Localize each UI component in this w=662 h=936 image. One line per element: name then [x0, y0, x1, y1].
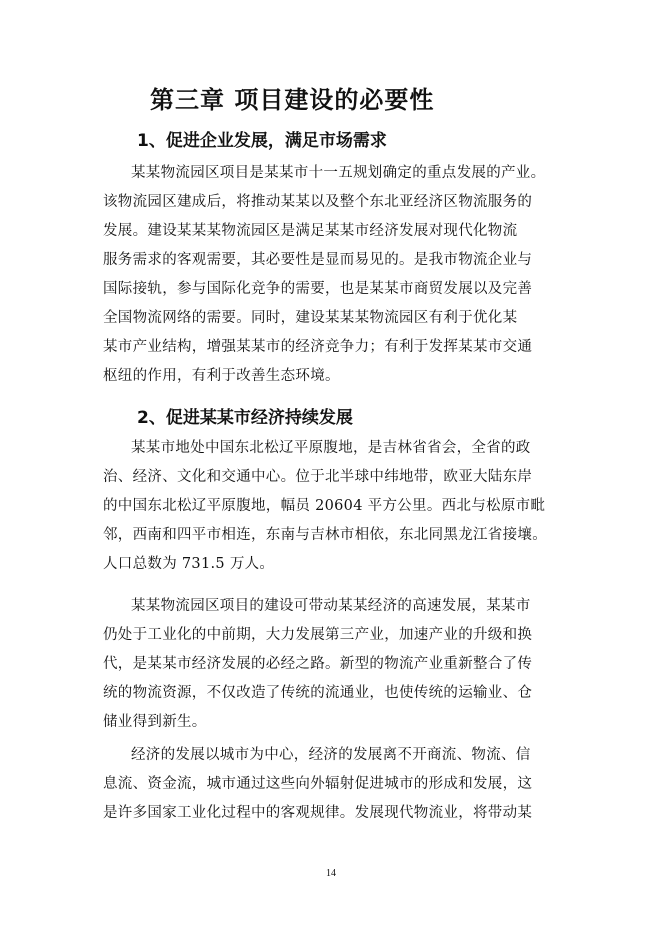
paragraph-line: 发展。建设某某某物流园区是满足某某市经济发展对现代化物流 — [103, 223, 518, 239]
paragraph — [103, 434, 565, 579]
paragraph-line: 邻，西南和四平市相连，东南与吉林市相依，东北同黑龙江省接壤。 — [103, 527, 547, 543]
paragraph-line: 某某物流园区项目是某某市十一五规划确定的重点发展的产业。 — [131, 165, 546, 181]
paragraph-line: 是许多国家工业化过程中的客观规律。发展现代物流业，将带动某 — [103, 805, 533, 821]
paragraph-line: 统的物流资源，不仅改造了传统的流通业，也使传统的运输业、仓 — [103, 685, 533, 701]
paragraph — [103, 159, 565, 391]
paragraph-line: 人口总数为 731.5 万人。 — [103, 556, 275, 572]
paragraph-line: 枢纽的作用，有利于改善生态环境。 — [103, 368, 340, 384]
paragraph-line: 储业得到新生。 — [103, 714, 207, 730]
paragraph-line: 代，是某某市经济发展的必经之路。新型的物流产业重新整合了传 — [103, 656, 533, 672]
paragraph-line: 某某市地处中国东北松辽平原腹地，是吉林省省会，全省的政 — [131, 440, 531, 456]
section-heading-2: 2、促进某某市经济持续发展 — [137, 408, 353, 428]
paragraph-line: 国际接轨，参与国际化竞争的需要，也是某某市商贸发展以及完善 — [103, 281, 533, 297]
paragraph-line: 息流、资金流，城市通过这些向外辐射促进城市的形成和发展，这 — [103, 776, 533, 792]
paragraph-line: 仍处于工业化的中前期，大力发展第三产业，加速产业的升级和换 — [103, 627, 533, 643]
paragraph — [103, 741, 565, 828]
page-number: 14 — [326, 868, 336, 879]
paragraph — [103, 592, 565, 737]
section-heading-1: 1、促进企业发展，满足市场需求 — [137, 131, 387, 151]
paragraph-line: 的中国东北松辽平原腹地，幅员 20604 平方公里。西北与松原市毗 — [103, 498, 546, 514]
paragraph-line: 治、经济、文化和交通中心。位于北半球中纬地带，欧亚大陆东岸 — [103, 469, 533, 485]
chapter-title: 第三章 项目建设的必要性 — [150, 86, 435, 114]
paragraph-line: 服务需求的客观需要，其必要性是显而易见的。是我市物流企业与 — [103, 252, 533, 268]
paragraph-line: 全国物流网络的需要。同时，建设某某某物流园区有利于优化某 — [103, 310, 518, 326]
paragraph-line: 某市产业结构，增强某某市的经济竞争力；有利于发挥某某市交通 — [103, 339, 533, 355]
paragraph-line: 经济的发展以城市为中心，经济的发展离不开商流、物流、信 — [131, 747, 531, 763]
paragraph-line: 某某物流园区项目的建设可带动某某经济的高速发展，某某市 — [131, 598, 531, 614]
paragraph-line: 该物流园区建成后，将推动某某以及整个东北亚经济区物流服务的 — [103, 194, 533, 210]
